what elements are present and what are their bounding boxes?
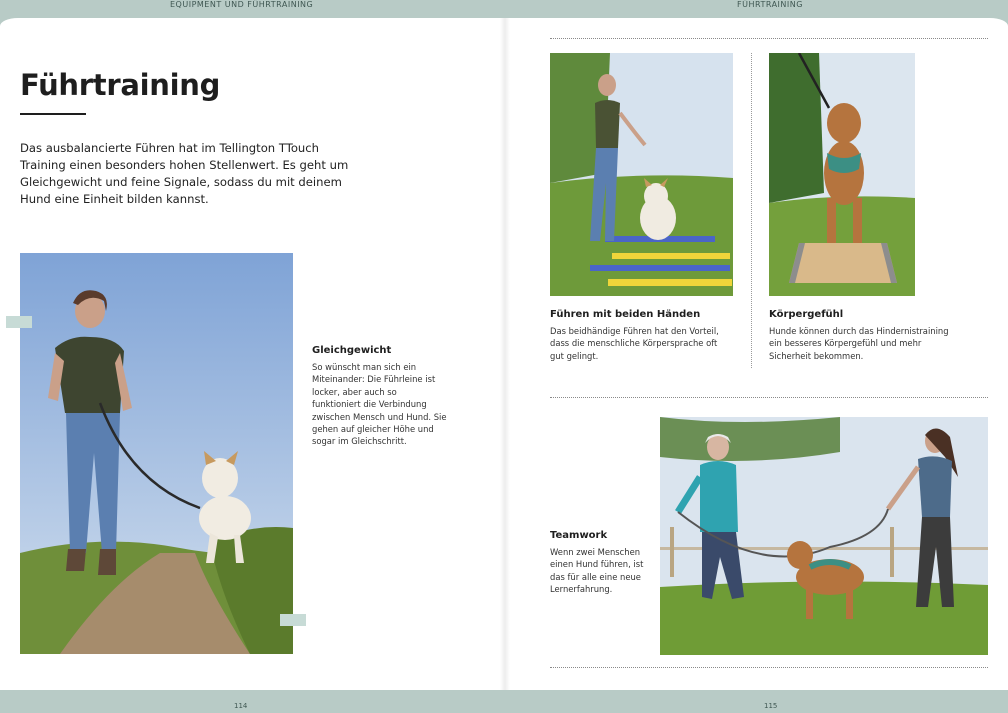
dotted-rule-top [550,38,988,39]
photo-leading-with-both-hands [550,53,733,296]
dotted-divider-vertical [751,53,752,368]
photo-dog-on-obstacle [769,53,915,296]
book-gutter [500,18,510,690]
caption-heading: Teamwork [550,530,608,541]
title-underline [20,113,86,115]
caption-gleichgewicht [312,345,448,448]
caption-teamwork [550,530,654,596]
photo-tab-marker [280,614,306,626]
intro-paragraph: Das ausbalancierte Führen hat im Tellington TTouch Training einen besonders hohen Stellenwert. Es geht um Gleichgewicht und feine Signale, sodass du mit deinem Hund eine Einheit bilden kannst. [20,141,349,206]
photo-tab-marker [6,316,32,328]
caption-text: Wenn zwei Menschen einen Hund führen, ist das für alle eine neue Lernerfahrung. [550,547,644,595]
caption-heading: Führen mit beiden Händen [550,309,701,320]
page-number-right: 115 [764,702,778,710]
page-number-left: 114 [234,702,248,710]
photo-teamwork-two-people-one-dog [660,417,988,655]
caption-text: Das beidhändige Führen hat den Vorteil, dass die menschliche Körpersprache oft gut gelingt. [550,326,719,361]
caption-koerpergefuehl [769,309,953,362]
running-head-right: FÜHRTRAINING [737,0,803,9]
photo-woman-walking-dog [20,253,293,654]
caption-heading: Körpergefühl [769,309,844,320]
running-head-left: EQUIPMENT UND FÜHRTRAINING [170,0,314,9]
caption-fuehren-mit-beiden-haenden [550,309,730,362]
caption-text: Hunde können durch das Hindernistraining ein besseres Körpergefühl und mehr Sicherheit bekommen. [769,326,949,361]
caption-text: So wünscht man sich ein Miteinander: Die Führleine ist locker, aber auch so funktioniert die Verbindung zwischen Mensch und Hund. Sie gehen auf gleicher Höhe und sogar im Gleichschritt. [312,362,447,447]
dotted-rule-bottom [550,667,988,668]
page-title: Führtraining [20,68,221,102]
caption-heading: Gleichgewicht [312,345,392,356]
dotted-rule-middle [550,397,988,398]
